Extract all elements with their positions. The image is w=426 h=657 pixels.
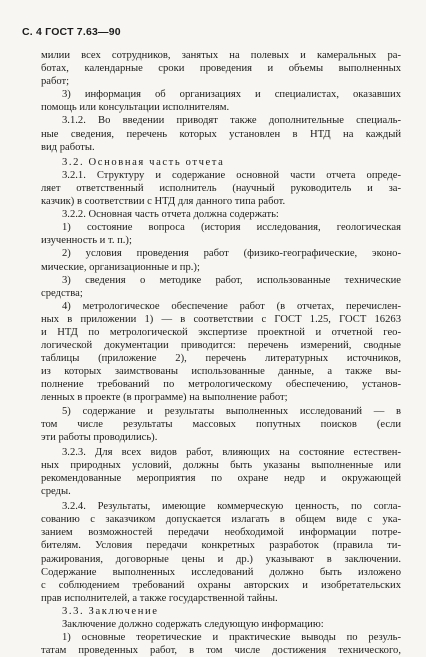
text-line: казчик) в соответствии с НТД для данного типа работ. [41, 196, 286, 208]
text-line: ных природных условий, должны быть указаны выполненные или [41, 459, 401, 471]
text-line: с соблюдением требований охраны авторских и изобретательских [41, 579, 401, 591]
text-line: средства; [41, 287, 83, 299]
text-line: логической документации приводится: перечень измерений, сводные [41, 340, 401, 352]
text-line: из которых заимствованы использованные данные, а также вы- [41, 366, 401, 378]
text-line: вид работы. [41, 141, 95, 153]
text-line: таблицы (приложение 2), перечень литературных источников, [41, 353, 401, 365]
text-line: занием возможностей передачи необходимой информации потре- [41, 527, 401, 539]
text-line: 2) условия проведения работ (физико-географические, эконо- [62, 248, 401, 260]
text-line: ные сведения, перечень которых установлен в НТД на каждый [41, 128, 401, 140]
section-heading: 3.3. Заключение [62, 605, 159, 617]
text-line: ных в приложении 1) — в соответствии с ГОСТ 1.25, ГОСТ 16263 [41, 313, 401, 325]
text-line: Заключение должно содержать следующую информацию: [62, 619, 324, 631]
text-line: прав исполнителей, а также государственной тайны. [41, 592, 278, 604]
text-line: 5) содержание и результаты выполненных исследований — в [62, 405, 401, 417]
text-line: рекомендованные мероприятия по охране недр и окружающей [41, 473, 401, 484]
text-line: 3) сведения о методике работ, использованные технические [62, 274, 401, 286]
text-line: 3.1.2. Во введении приводят также дополнительные специаль- [62, 115, 401, 127]
text-line: ляет ответственный исполнитель (научный руководитель и за- [41, 182, 401, 194]
text-line: Содержание выполненных исследований должно быть изложено [41, 566, 401, 578]
text-line: 3.2.1. Структуру и содержание основной части отчета опреде- [62, 169, 401, 181]
text-line: ленных в проекте (в программе) на выполнение работ; [41, 392, 288, 404]
text-line: 3.2.3. Для всех видов работ, влияющих на состояние естествен- [62, 446, 401, 458]
text-line: и НТД по метрологической экспертизе проектной и отчетной гео- [41, 326, 401, 338]
text-line: работ; [41, 76, 70, 88]
text-line: 4) метрологическое обеспечение работ (в отчетах, перечислен- [62, 300, 401, 312]
text-line: бителям. Условия передачи конкретных разработок (правила ти- [41, 540, 401, 552]
text-line: сованию с заказчиком допускается излагать в общем виде с ука- [41, 514, 401, 526]
text-line: татам проведенных работ, в том числе достижения технического, [41, 645, 401, 657]
text-line: 3) информация об организациях и специалистах, оказавших [62, 89, 401, 101]
text-line: мические, организационные и пр.); [41, 261, 200, 273]
text-line: эти работы проводились). [41, 431, 158, 443]
text-line: 3.2.4. Результаты, имеющие коммерческую ценность, по согла- [62, 501, 401, 513]
text-line: полнение требований по метрологическому обеспечению, установ- [41, 379, 401, 391]
text-line: том числе результаты массовых попутных поисков (если [41, 418, 401, 430]
text-line: помощь или консультации исполнителям. [41, 102, 230, 114]
text-line: 1) состояние вопроса (история исследования, геологическая [62, 222, 401, 234]
document-body [41, 49, 401, 657]
text-line: 1) основные теоретические и практические выводы по резуль- [62, 632, 401, 644]
text-line: ботах, календарные сроки проведения и объемы выполненных [41, 63, 401, 75]
text-line: милии всех сотрудников, занятых на полевых и камеральных ра- [41, 50, 401, 61]
page-header: С. 4 ГОСТ 7.63—90 [22, 26, 121, 38]
text-line: 3.2.2. Основная часть отчета должна содержать: [62, 209, 279, 221]
section-heading: 3.2. Основная часть отчета [62, 156, 225, 168]
text-line: среды. [41, 486, 71, 498]
text-line: изученность и т. п.); [41, 235, 132, 247]
text-line: ражирования, договорные цены и др.) указывают в заключении. [41, 553, 401, 565]
